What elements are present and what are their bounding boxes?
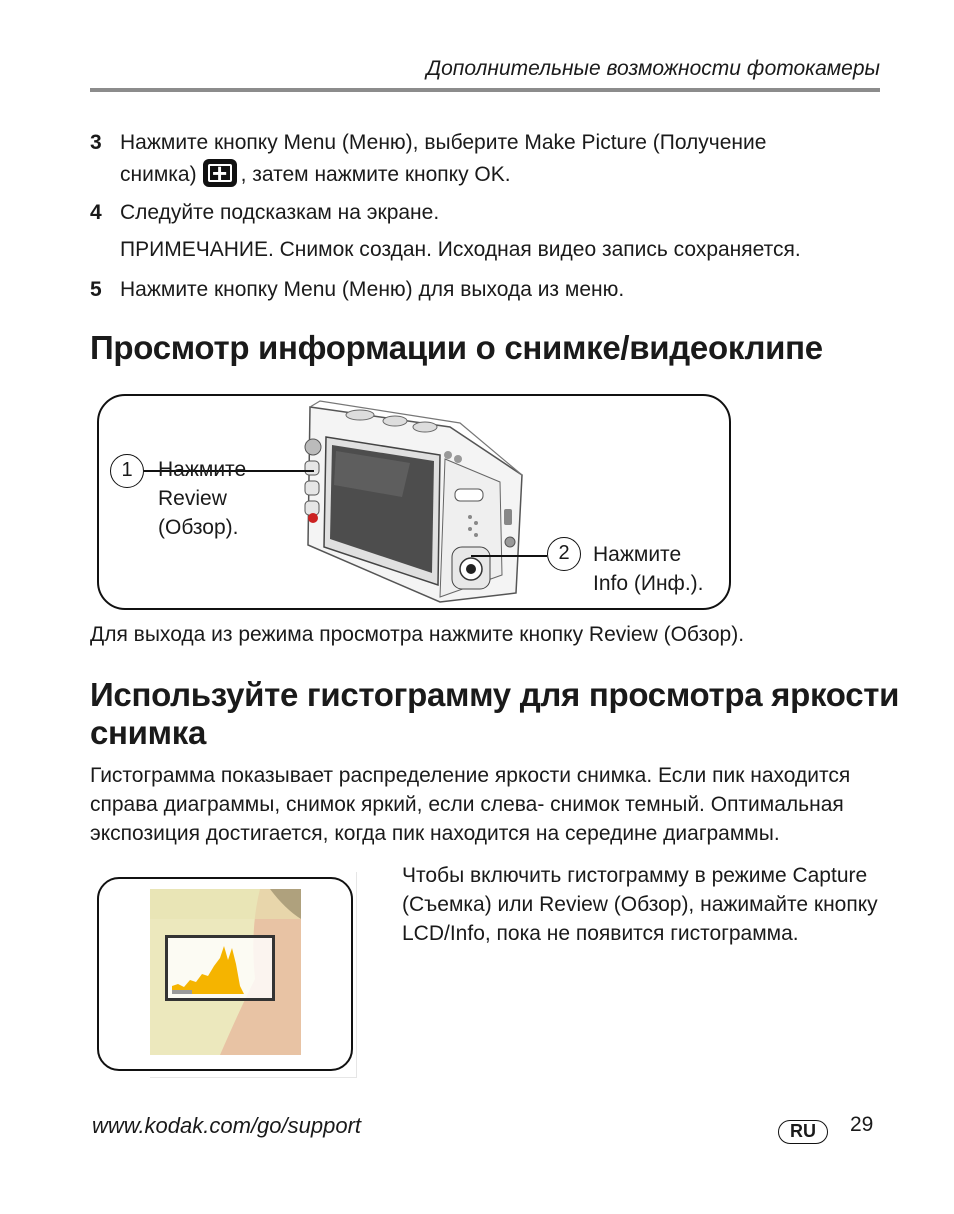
callout-number: 1 bbox=[110, 454, 144, 488]
plus-box-icon bbox=[203, 159, 237, 187]
callout-text-info: Нажмите Info (Инф.). bbox=[593, 543, 704, 595]
step-text: Нажмите кнопку Menu (Меню) для выхода из меню. bbox=[120, 278, 625, 301]
note-text: ПРИМЕЧАНИЕ. Снимок создан. Исходная видео запись сохраняется. bbox=[120, 238, 801, 261]
camera-illustration bbox=[290, 397, 530, 609]
step-text: снимка) bbox=[120, 163, 197, 186]
step-text: Нажмите кнопку Menu (Меню), выберите Make Picture (Получение bbox=[120, 131, 767, 154]
support-url[interactable]: www.kodak.com/go/support bbox=[92, 1113, 362, 1138]
step-text: , затем нажмите кнопку OK. bbox=[240, 163, 511, 186]
step-number: 5 bbox=[90, 278, 102, 301]
callout-text-review: Нажмите Review (Обзор). bbox=[158, 458, 247, 539]
histogram-graph bbox=[170, 940, 270, 996]
page-number: 29 bbox=[850, 1113, 874, 1136]
step-text: Следуйте подсказкам на экране. bbox=[120, 201, 440, 224]
image-edge bbox=[150, 1077, 357, 1078]
step-number: 4 bbox=[90, 201, 102, 224]
callout-number: 2 bbox=[547, 537, 581, 571]
leader-line bbox=[471, 555, 547, 557]
histogram-description: Гистограмма показывает распределение яркости снимка. Если пик находится справа диаграммы, снимок яркий, если слева- снимок темный. Оптимальная экспозиция достигается, когда пик находится на середине диаграммы. bbox=[90, 764, 851, 845]
histogram-instructions: Чтобы включить гистограмму в режиме Capture (Съемка) или Review (Обзор), нажимайте кнопку LCD/Info, пока не появится гистограмма. bbox=[402, 864, 878, 945]
step-number: 3 bbox=[90, 131, 102, 154]
section-heading-review-info: Просмотр информации о снимке/видеоклипе bbox=[90, 329, 823, 366]
running-header: Дополнительные возможности фотокамеры bbox=[426, 57, 880, 80]
image-edge bbox=[356, 872, 357, 1078]
language-badge: RU bbox=[778, 1120, 828, 1144]
review-exit-caption: Для выхода из режима просмотра нажмите кнопку Review (Обзор). bbox=[90, 623, 745, 646]
section-heading-histogram: Используйте гистограмму для просмотра яркости снимка bbox=[90, 676, 900, 751]
header-divider bbox=[90, 88, 880, 92]
